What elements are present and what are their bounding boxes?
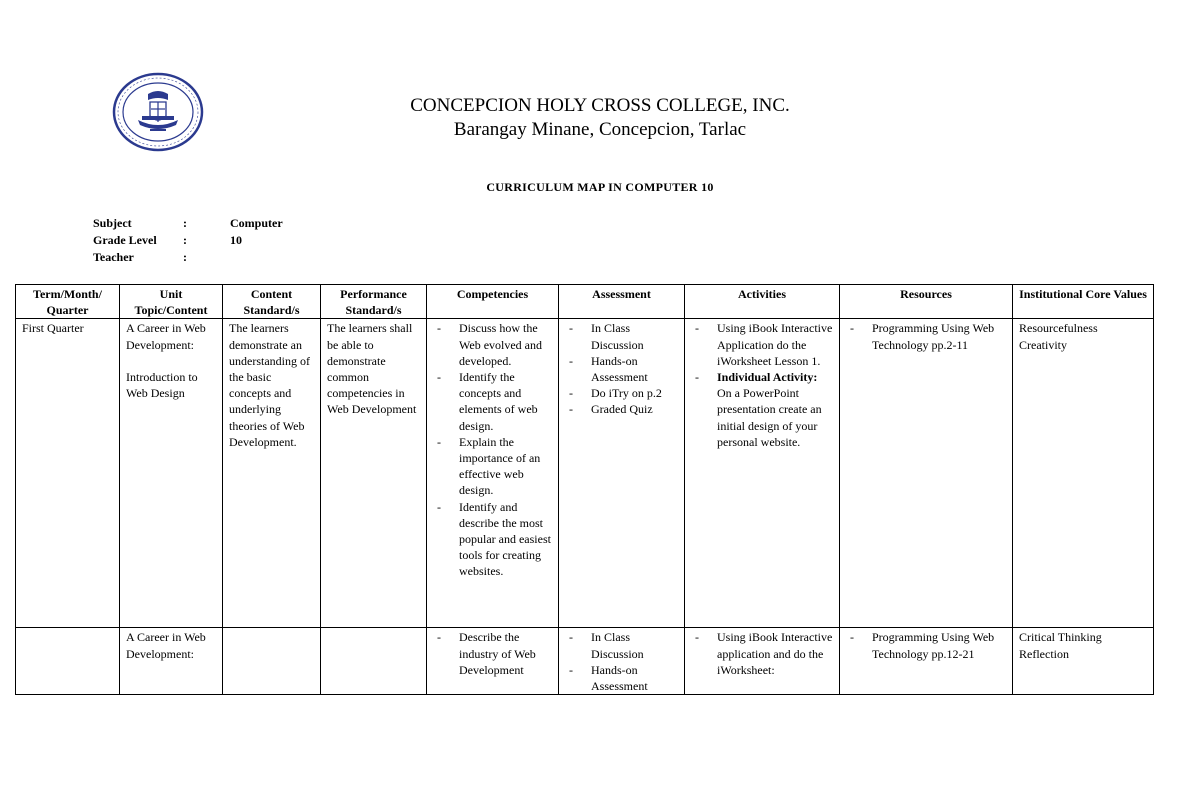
list-item: - Do iTry on p.2	[565, 385, 678, 401]
header-performance-standard: Performance Standard/s	[321, 285, 427, 319]
unit-title: A Career in Web Development:	[126, 321, 206, 352]
competencies-cell	[427, 628, 559, 695]
unit-cell	[120, 628, 223, 695]
unit-subtopic: Introduction to Web Design	[126, 369, 198, 401]
core-values-cell	[1013, 319, 1154, 628]
list-item: - Identify the concepts and elements of web design.	[433, 369, 552, 434]
header-competencies: Competencies	[427, 285, 559, 319]
resources-cell	[840, 628, 1013, 695]
info-colon: :	[183, 216, 187, 230]
header-resources: Resources	[840, 285, 1013, 319]
info-label: Grade Level	[93, 233, 157, 247]
activities-cell	[685, 628, 840, 695]
school-header	[300, 94, 900, 142]
core-value: Critical Thinking	[1019, 630, 1102, 645]
list-item: - Explain the importance of an effective web design.	[433, 434, 552, 499]
info-label: Teacher	[93, 250, 134, 264]
unit-cell	[120, 319, 223, 628]
list-item: - Programming Using Web Technology pp.2-11	[846, 320, 1006, 352]
school-name: CONCEPCION HOLY CROSS COLLEGE, INC.	[410, 95, 790, 116]
performance-standard-cell	[321, 628, 427, 695]
competencies-cell	[427, 319, 559, 628]
school-seal-logo	[112, 72, 204, 152]
info-value: 10	[230, 233, 242, 247]
header-assessment: Assessment	[559, 285, 685, 319]
list-item: - Discuss how the Web evolved and developed.	[433, 320, 552, 369]
activities-cell	[685, 319, 840, 628]
document-title: CURRICULUM MAP IN COMPUTER 10	[486, 180, 714, 194]
activity-text: On a PowerPoint presentation create an initial design of your personal website.	[717, 386, 822, 449]
school-address: Barangay Minane, Concepcion, Tarlac	[453, 119, 747, 140]
assessment-cell	[559, 319, 685, 628]
list-item: - Describe the industry of Web Development	[433, 629, 552, 678]
list-item: - Using iBook Interactive Application do the iWorksheet Lesson 1.	[691, 320, 833, 369]
core-value: Resourcefulness	[1019, 321, 1098, 336]
header-activities: Activities	[685, 285, 840, 319]
info-colon: :	[183, 250, 187, 264]
list-item: - In Class Discussion	[565, 629, 678, 661]
core-values-cell	[1013, 628, 1154, 695]
content-standard-cell: The learners demonstrate an understanding of the basic concepts and underlying theories of Web Development.	[223, 319, 321, 628]
table-row	[16, 319, 1154, 628]
info-label: Subject	[93, 216, 132, 230]
resources-cell	[840, 319, 1013, 628]
unit-title: A Career in Web Development:	[126, 630, 206, 661]
table-row	[16, 628, 1154, 695]
list-item	[691, 369, 833, 450]
header-term: Term/Month/ Quarter	[16, 285, 120, 319]
header-core-values: Institutional Core Values	[1013, 285, 1154, 319]
info-value: Computer	[230, 216, 283, 230]
core-value: Creativity	[1019, 337, 1067, 352]
header-content-standard: Content Standard/s	[223, 285, 321, 319]
list-item: - Hands-on Assessment	[565, 353, 678, 385]
curriculum-table	[15, 284, 1154, 695]
core-value: Reflection	[1019, 646, 1069, 661]
content-standard-cell	[223, 628, 321, 695]
term-cell: First Quarter	[16, 319, 120, 628]
table-header-row	[16, 285, 1154, 319]
info-colon: :	[183, 233, 187, 247]
list-item: - In Class Discussion	[565, 320, 678, 352]
activity-bold-label: Individual Activity:	[717, 370, 818, 385]
list-item: - Graded Quiz	[565, 401, 678, 417]
list-item: - Identify and describe the most popular and easiest tools for creating websites.	[433, 499, 552, 580]
list-item: - Programming Using Web Technology pp.12-21	[846, 629, 1006, 661]
header-unit: Unit Topic/Content	[120, 285, 223, 319]
list-item: - Hands-on Assessment	[565, 662, 678, 694]
list-item: - Using iBook Interactive application and do the iWorksheet:	[691, 629, 833, 678]
performance-standard-cell: The learners shall be able to demonstrate common competencies in Web Development	[321, 319, 427, 628]
assessment-cell	[559, 628, 685, 695]
term-cell	[16, 628, 120, 695]
